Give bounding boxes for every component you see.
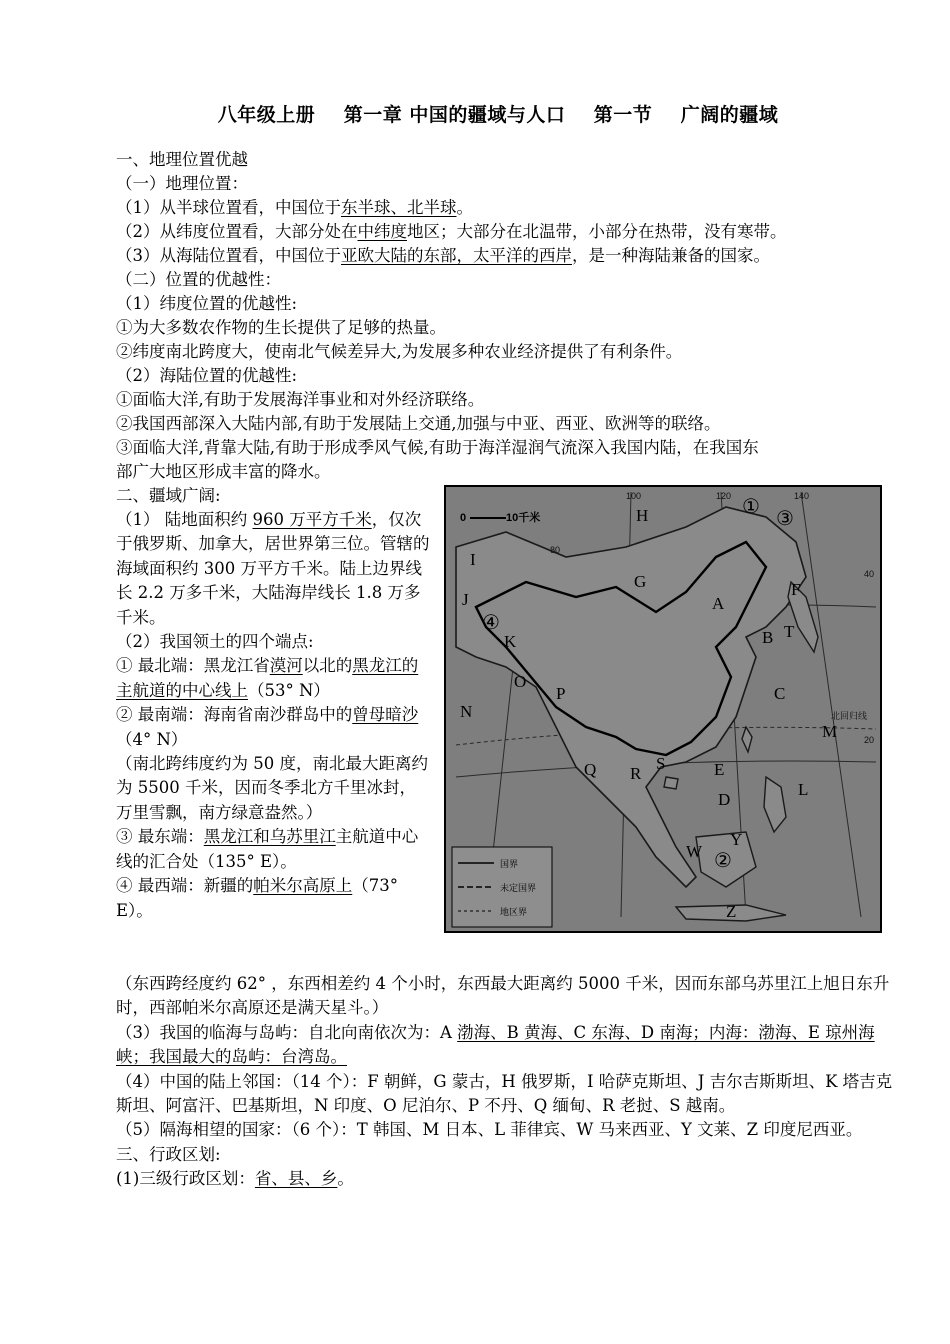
legend-region-text: 地区界 <box>500 907 528 917</box>
sea-advantage-2: ②我国西部深入大陆内部,有助于发展陆上交通,加强与中亚、西亚、欧洲等的联络。 <box>116 414 721 433</box>
map-drawing <box>446 487 880 931</box>
map-letter-r: R <box>630 764 642 783</box>
lower-text-block <box>116 972 896 1192</box>
map-letter-d: D <box>718 790 731 809</box>
tropic-label: 北回归线 <box>831 711 868 721</box>
sea-advantage-3a: ③面临大洋,背靠大陆,有助于形成季风气候,有助于海洋湿润气流深入我国内陆，在我国东 <box>116 438 759 457</box>
northernmost-point: ① 最北端：黑龙江省漠河以北的黑龙江的主航道的中心线上（53° N） <box>116 656 419 700</box>
philippines-islands <box>764 777 786 832</box>
east-west-note: （东西跨经度约 62° ，东西相差约 4 个小时，东西最大距离约 5000 千米，因而东部乌苏里江上旭日东升时，西部帕米尔高原还是满天星斗。） <box>116 974 890 1018</box>
lat-40-label: 40 <box>864 569 875 579</box>
admin-levels: (1)三级行政区划：省、县、乡。 <box>116 1169 354 1189</box>
lon-100-label: 100 <box>626 491 642 501</box>
latitude-line: （2）从纬度位置看，大部分处在中纬度地区；大部分在北温带，小部分在热带，没有寒带。 <box>116 222 787 241</box>
taiwan-island <box>742 727 752 752</box>
subsection-advantage: （二）位置的优越性： <box>116 270 281 289</box>
section-3-heading: 三、行政区划: <box>116 1144 221 1164</box>
map-letter-c: C <box>774 684 786 703</box>
lon-80-label: 80 <box>550 545 561 555</box>
map-letter-f: F <box>791 580 801 599</box>
easternmost-point: ③ 最东端：黑龙江和乌苏里江主航道中心线的汇合处（135° E）。 <box>116 827 419 871</box>
latitude-advantage-2: ②纬度南北跨度大，使南北气候差异大,为发展多种农业经济提供了有利条件。 <box>116 342 683 361</box>
westernmost-point: ④ 最西端：新疆的帕米尔高原上（73° E）。 <box>116 876 398 920</box>
sea-advantage-3b: 部广大地区形成丰富的降水。 <box>116 462 331 481</box>
lon-120-label: 120 <box>716 491 732 501</box>
map-letter-y: Y <box>730 830 743 849</box>
subsection-location: （一）地理位置： <box>116 174 248 193</box>
map-legend <box>452 847 552 927</box>
sea-land-line: （3）从海陆位置看，中国位于亚欧大陆的东部，太平洋的西岸，是一种海陆兼备的国家。 <box>116 246 770 265</box>
extreme-points-title: （2）我国领土的四个端点: <box>116 632 314 652</box>
latitude-advantage-title: （1）纬度位置的优越性: <box>116 294 298 313</box>
map-letter-b: B <box>762 628 774 647</box>
map-letter-o: O <box>514 672 527 691</box>
sea-advantage-title: （2）海陆位置的优越性: <box>116 366 298 385</box>
map-letter-e: E <box>714 760 725 779</box>
map-letter-w: W <box>686 842 703 861</box>
seas-islands: （3）我国的临海与岛屿：自北向南依次为：A 渤海、B 黄海、C 东海、D 南海；内海：渤海、E 琼州海峡；我国最大的岛屿：台湾岛。 <box>116 1022 875 1067</box>
page-title: 八年级上册 第一章 中国的疆域与人口 第一节 广阔的疆域 <box>217 104 779 126</box>
map-letter-t: T <box>784 622 795 641</box>
scale-zero: 0 <box>460 512 467 524</box>
scale-bar <box>460 510 540 524</box>
lat-20-label: 20 <box>864 735 875 745</box>
map-letter-s: S <box>656 754 666 773</box>
southernmost-point: ② 最南端：海南省南沙群岛中的曾母暗沙（4° N） <box>116 705 419 749</box>
legend-border-text: 国界 <box>500 859 519 869</box>
land-mass <box>456 507 809 887</box>
territory-text-block <box>116 508 432 923</box>
map-letter-p: P <box>556 684 566 703</box>
china-territory-map <box>444 485 882 933</box>
map-letter-m: M <box>822 722 838 741</box>
legend-undefined-text: 未定国界 <box>500 883 537 893</box>
marker-north: ① <box>742 496 760 518</box>
marker-east: ③ <box>776 508 794 530</box>
map-letter-q: Q <box>584 760 597 779</box>
overseas-neighbors: （5）隔海相望的国家：（6 个）：T 韩国、M 日本、L 菲律宾、W 马来西亚、Y 文莱、Z 印度尼西亚。 <box>116 1120 863 1140</box>
map-letter-i: I <box>470 550 476 569</box>
area-paragraph: （1） 陆地面积约 960 万平方千米，仅次于俄罗斯、加拿大，居世界第三位。管辖的海域面积约 300 万平方千米。陆上边界线长 2.2 万多千米，大陆海岸线长 1.8 万多千米。 <box>116 510 430 627</box>
section-1-heading: 一、地理位置优越 <box>116 150 248 169</box>
map-letter-h: H <box>636 506 649 525</box>
north-south-note: （南北跨纬度约为 50 度，南北最大距离约为 5500 千米，因而冬季北方千里冰封，万里雪飘，南方绿意盎然。） <box>116 754 428 822</box>
map-letter-z: Z <box>726 902 737 921</box>
section-2-heading: 二、疆域广阔: <box>116 486 221 505</box>
scale-label: 10千米 <box>506 512 541 524</box>
land-neighbors: （4）中国的陆上邻国：（14 个）：F 朝鲜，G 蒙古，H 俄罗斯，I 哈萨克斯坦、J 吉尔吉斯斯坦、K 塔吉克斯坦、阿富汗、巴基斯坦，N 印度、O 尼泊尔、P 不丹、Q 缅甸、R 老挝、S 越南。 <box>116 1071 893 1116</box>
map-letter-n: N <box>460 702 473 721</box>
map-letter-j: J <box>462 590 469 609</box>
lon-140-label: 140 <box>794 491 810 501</box>
marker-south: ② <box>714 850 732 872</box>
meridian-140 <box>801 492 861 917</box>
map-letter-g: G <box>634 572 647 591</box>
map-letter-l: L <box>798 780 809 799</box>
marker-west: ④ <box>482 612 500 634</box>
hainan-island <box>664 777 678 789</box>
hemisphere-line: （1）从半球位置看，中国位于东半球、北半球。 <box>116 198 473 217</box>
map-letter-k: K <box>504 632 517 651</box>
latitude-advantage-1: ①为大多数农作物的生长提供了足够的热量。 <box>116 318 446 337</box>
map-letter-a: A <box>712 594 725 613</box>
sea-advantage-1: ①面临大洋,有助于发展海洋事业和对外经济联络。 <box>116 390 485 409</box>
